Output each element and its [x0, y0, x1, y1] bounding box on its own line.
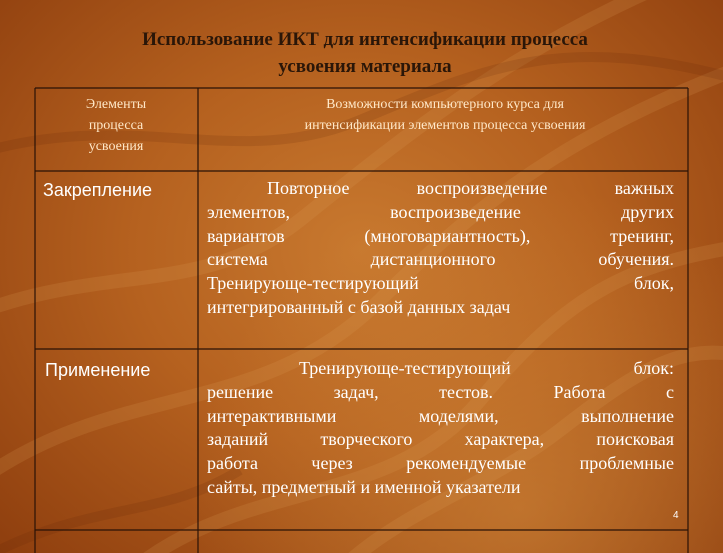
description-line: Тренирующе-тестирующий блок: [299, 358, 674, 378]
header-line: Элементы [85, 97, 147, 112]
description-line: система дистанционного обучения. [207, 249, 674, 270]
row-description-consolidation [207, 177, 674, 320]
description-line: Тренирующе-тестирующий блок, [207, 273, 674, 294]
header-line: усвоения [88, 139, 144, 154]
description-line: вариантов (многовариантность), тренинг, [207, 225, 674, 246]
description-line: интерактивными моделями, выполнение [207, 405, 674, 426]
description-line: работа через рекомендуемые проблемные [207, 453, 674, 474]
description-line: заданий творческого характера, поисковая [207, 429, 674, 450]
row-label-consolidation: Закрепление [43, 180, 153, 200]
table-header-capabilities [204, 94, 686, 136]
header-line: интенсификации элементов процесса усвоения [304, 118, 586, 133]
slide-title-line-2: усвоения материала [278, 56, 452, 77]
header-line: процесса [88, 118, 144, 133]
description-line: сайты, предметный и именной указатели [207, 476, 521, 497]
description-line: элементов, воспроизведение других [207, 201, 674, 222]
row-label-application: Применение [45, 360, 151, 380]
table-header-elements [40, 94, 192, 157]
slide-title-line-1: Использование ИКТ для интенсификации процесса [142, 29, 588, 50]
page-number: 4 [673, 510, 679, 521]
row-description-application [207, 357, 674, 500]
header-line: Возможности компьютерного курса для [326, 97, 564, 112]
description-line: Повторное воспроизведение важных [267, 178, 674, 198]
description-line: решение задач, тестов. Работа с [207, 381, 674, 402]
description-line: интегрированный с базой данных задач [207, 296, 511, 317]
